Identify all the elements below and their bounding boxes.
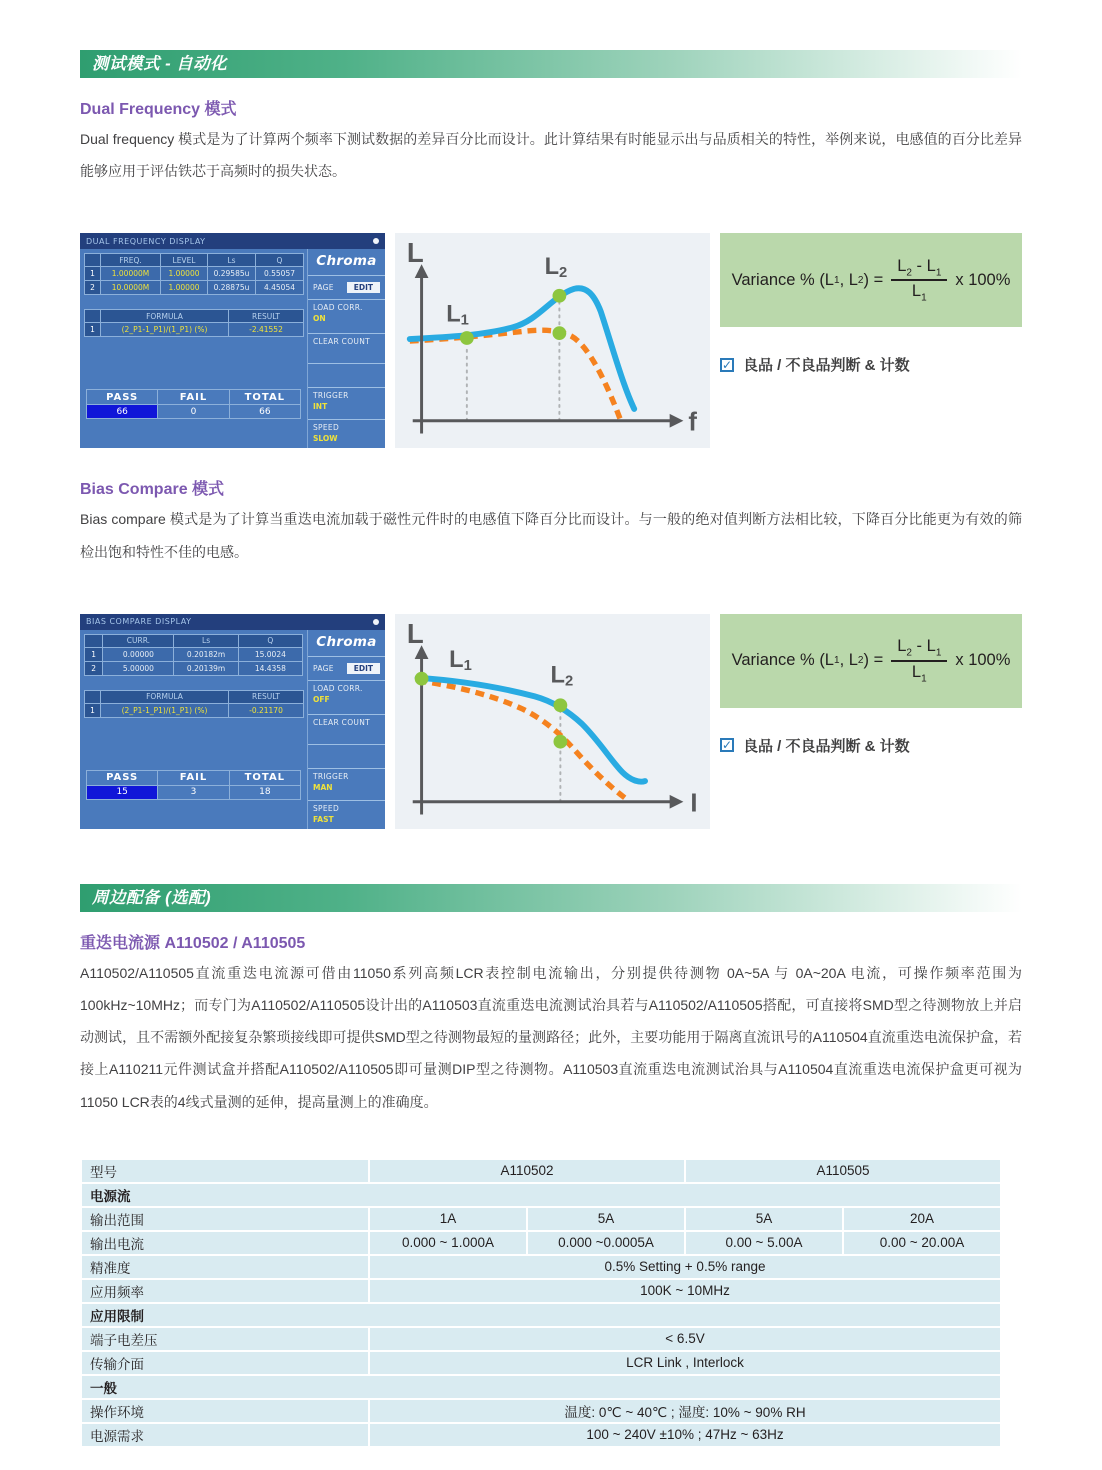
banner-text: 测试模式 - 自动化 bbox=[92, 55, 228, 73]
lcr-formula-table bbox=[84, 690, 304, 718]
lcr-count-table bbox=[86, 770, 301, 800]
fail-count: 0 bbox=[158, 405, 229, 419]
spec-row-output-current: 输出电流 0.000 ~ 1.000A 0.000 ~0.0005A 0.00 ~ 5.00A 0.00 ~ 20.00A bbox=[81, 1231, 1001, 1255]
softkey-blank bbox=[308, 363, 385, 387]
lcr-count-table bbox=[86, 389, 301, 419]
spec-section-power: 电源流 bbox=[81, 1183, 1001, 1207]
spec-row-frequency: 应用频率 100K ~ 10MHz bbox=[81, 1279, 1001, 1303]
checkbox-checked-icon: ✓ bbox=[722, 357, 733, 372]
softkey-clear-count: CLEAR COUNT bbox=[308, 714, 385, 744]
total-count: 66 bbox=[229, 405, 300, 419]
lcr-measurement-table bbox=[84, 253, 304, 295]
pass-count: 15 bbox=[87, 785, 158, 799]
bias-compare-description: Bias compare 模式是为了计算当重迭电流加载于磁性元件时的电感值下降百分比而设计。与一般的绝对值判断方法相比较，下降百分比能更为有效的筛检出饱和特性不佳的电感。 bbox=[80, 511, 1022, 560]
x-axis-arrow-icon bbox=[670, 795, 684, 809]
softkey-load-corr: LOAD CORR. OFF bbox=[308, 680, 385, 714]
table-row bbox=[87, 405, 301, 419]
lcr-screenshot-bias-compare bbox=[80, 614, 385, 829]
point-label-l2: L2 bbox=[544, 254, 568, 282]
bias-compare-heading: Bias Compare 模式 bbox=[80, 481, 225, 499]
judgement-line bbox=[720, 354, 1022, 375]
fraction: $\frac{L_2 - L_1}{L_1}$ bbox=[891, 637, 947, 684]
dual-frequency-heading: Dual Frequency 模式 bbox=[80, 101, 237, 118]
blue-curve bbox=[418, 677, 645, 781]
data-point-l2-orange bbox=[553, 327, 567, 341]
variance-formula-box: Variance % (L 1 , L 2 ) = $\frac{L_2 - L_1}{L_1}$ x 100% bbox=[720, 614, 1022, 708]
total-count: 18 bbox=[229, 785, 300, 799]
judgement-text: 良品 / 不良品判断 & 计数 bbox=[743, 737, 910, 755]
y-axis-label: L bbox=[406, 237, 424, 269]
chart-svg bbox=[395, 614, 710, 829]
lcr-formula-table bbox=[84, 309, 304, 337]
softkey-blank bbox=[308, 744, 385, 768]
dual-frequency-formula-column bbox=[720, 233, 1022, 448]
softkey-page: PAGE EDIT bbox=[308, 275, 385, 299]
lcr-softkey-sidebar bbox=[307, 249, 385, 448]
lcr-main-area bbox=[80, 630, 307, 829]
softkey-speed: SPEED SLOW bbox=[308, 419, 385, 447]
data-point-l2-blue bbox=[553, 698, 567, 712]
chroma-logo: Chroma bbox=[316, 633, 377, 650]
edit-button: EDIT bbox=[347, 282, 380, 293]
spec-row-interface: 传输介面 LCR Link , Interlock bbox=[81, 1351, 1001, 1375]
lcr-body bbox=[80, 249, 385, 448]
table-row: 2 10.0000M 1.00000 0.28875u 4.45054 bbox=[85, 281, 304, 295]
x-axis-arrow-icon bbox=[670, 414, 684, 428]
judgement-text: 良品 / 不良品判断 & 计数 bbox=[743, 357, 910, 375]
checkbox-checked-icon: ✓ bbox=[722, 738, 733, 753]
softkey-load-corr: LOAD CORR. ON bbox=[308, 299, 385, 333]
spec-row-power-requirement: 电源需求 100 ~ 240V ±10% ; 47Hz ~ 63Hz bbox=[81, 1423, 1001, 1447]
spec-row-output-range: 输出范围 1A 5A 5A 20A bbox=[81, 1207, 1001, 1231]
table-header-row: PASS FAIL TOTAL bbox=[87, 390, 301, 405]
status-dot-icon bbox=[373, 238, 379, 244]
dual-frequency-description: Dual frequency 模式是为了计算两个频率下测试数据的差异百分比而设计。此计算结果有时能显示出与品质相关的特性，举例来说，电感值的百分比差异能够应用于评估铁芯于高频时的损失状态。 bbox=[80, 131, 1022, 180]
table-row: 1 (2_P1-1_P1)/(1_P1) (%) -0.21170 bbox=[85, 703, 304, 717]
lcr-title-text: DUAL FREQUENCY DISPLAY bbox=[86, 236, 206, 246]
lcr-title-text: BIAS COMPARE DISPLAY bbox=[86, 617, 192, 627]
spec-row-terminal-voltage: 端子电差压 < 6.5V bbox=[81, 1327, 1001, 1351]
data-point-l1 bbox=[415, 672, 429, 686]
spec-row-accuracy: 精准度 0.5% Setting + 0.5% range bbox=[81, 1255, 1001, 1279]
chart-svg bbox=[395, 233, 710, 448]
table-row bbox=[87, 785, 301, 799]
pass-count: 66 bbox=[87, 405, 158, 419]
lcr-screenshot-dual-frequency bbox=[80, 233, 385, 448]
banner-text: 周边配备 (选配) bbox=[92, 888, 212, 907]
accessory-description: A110502/A110505直流重迭电流源可借由11050系列高频LCR表控制电流输出，分别提供待测物 0A~5A 与 0A~20A 电流，可操作频率范围为100kHz~10MHz；而专门为A110502/A110505设计出的A110503直流重迭电流测试治具若与A110502/A110505搭配，可直接将SMD型之待测物放上并启动测试，且不需额外配接复杂繁琐接线即可提供SMD型之待测物最短的量测路径；此外，主要功能用于隔离直流讯号的A110504直流重迭电流保护盒，若接上A110211元件测试盒并搭配A110502/A110505即可量测DIP型之待测物。A110503直流重迭电流测试治具与A110504直流重迭电流保护盒更可视为11050 LCR表的4线式量测的延伸，提高量测上的准确度。 bbox=[80, 964, 1022, 1110]
judgement-line bbox=[720, 735, 1022, 756]
spec-table-wrap bbox=[80, 1158, 1022, 1448]
x-axis-label: f bbox=[688, 408, 697, 437]
spec-section-limit: 应用限制 bbox=[81, 1303, 1001, 1327]
blue-curve bbox=[410, 289, 634, 410]
data-point-l2-orange bbox=[553, 735, 567, 749]
point-label-l1: L1 bbox=[446, 301, 469, 329]
table-header-row: FREQ. LEVEL Ls Q bbox=[85, 254, 304, 267]
orange-dashed-curve bbox=[410, 331, 621, 421]
accessory-heading: 重迭电流源 A110502 / A110505 bbox=[80, 934, 306, 952]
softkey-clear-count: CLEAR COUNT bbox=[308, 333, 385, 363]
point-label-l1: L1 bbox=[449, 646, 472, 674]
table-row: 2 5.00000 0.20139m 14.4358 bbox=[85, 661, 303, 675]
table-header-row: FORMULA RESULT bbox=[85, 310, 304, 323]
table-header-row: CURR. Ls Q bbox=[85, 634, 303, 647]
spec-row-environment: 操作环境 温度: 0℃ ~ 40℃ ; 湿度: 10% ~ 90% RH bbox=[81, 1399, 1001, 1423]
chroma-logo: Chroma bbox=[316, 253, 377, 270]
edit-button: EDIT bbox=[347, 663, 380, 674]
lcr-main-area bbox=[80, 249, 307, 448]
bias-compare-formula-column bbox=[720, 614, 1022, 829]
lcr-body bbox=[80, 630, 385, 829]
softkey-trigger: TRIGGER MAN bbox=[308, 768, 385, 800]
softkey-speed: SPEED FAST bbox=[308, 800, 385, 828]
data-point-l1 bbox=[460, 332, 474, 346]
table-row: 1 0.00000 0.20182m 15.0024 bbox=[85, 647, 303, 661]
lcr-measurement-table bbox=[84, 634, 303, 676]
x-axis-label: I bbox=[690, 789, 698, 818]
table-header-row: FORMULA RESULT bbox=[85, 690, 304, 703]
spec-row-model: 型号 A110502 A110505 bbox=[81, 1159, 1001, 1183]
softkey-page: PAGE EDIT bbox=[308, 656, 385, 680]
y-axis-label: L bbox=[406, 617, 424, 649]
spec-table bbox=[80, 1158, 1002, 1448]
data-point-l2-blue bbox=[553, 289, 567, 303]
dual-frequency-figures bbox=[80, 233, 1022, 448]
table-row: 1 1.00000M 1.00000 0.29585u 0.55057 bbox=[85, 267, 304, 281]
softkey-trigger: TRIGGER INT bbox=[308, 387, 385, 419]
point-label-l2: L2 bbox=[550, 662, 574, 690]
lcr-softkey-sidebar bbox=[307, 630, 385, 829]
bias-compare-figures bbox=[80, 614, 1022, 829]
fail-count: 3 bbox=[158, 785, 229, 799]
spec-section-general: 一般 bbox=[81, 1375, 1001, 1399]
lcr-titlebar bbox=[80, 233, 385, 249]
bias-compare-chart bbox=[395, 614, 710, 829]
section-banner-test-modes bbox=[80, 50, 1022, 78]
lcr-titlebar bbox=[80, 614, 385, 630]
table-header-row: PASS FAIL TOTAL bbox=[87, 770, 301, 785]
table-row: 1 (2_P1-1_P1)/(1_P1) (%) -2.41552 bbox=[85, 323, 304, 337]
dual-frequency-chart bbox=[395, 233, 710, 448]
variance-formula-box: Variance % (L 1 , L 2 ) = $\frac{L_2 - L_1}{L_1}$ x 100% bbox=[720, 233, 1022, 327]
section-banner-accessories bbox=[80, 884, 1022, 912]
fraction: $\frac{L_2 - L_1}{L_1}$ bbox=[891, 257, 947, 304]
status-dot-icon bbox=[373, 619, 379, 625]
